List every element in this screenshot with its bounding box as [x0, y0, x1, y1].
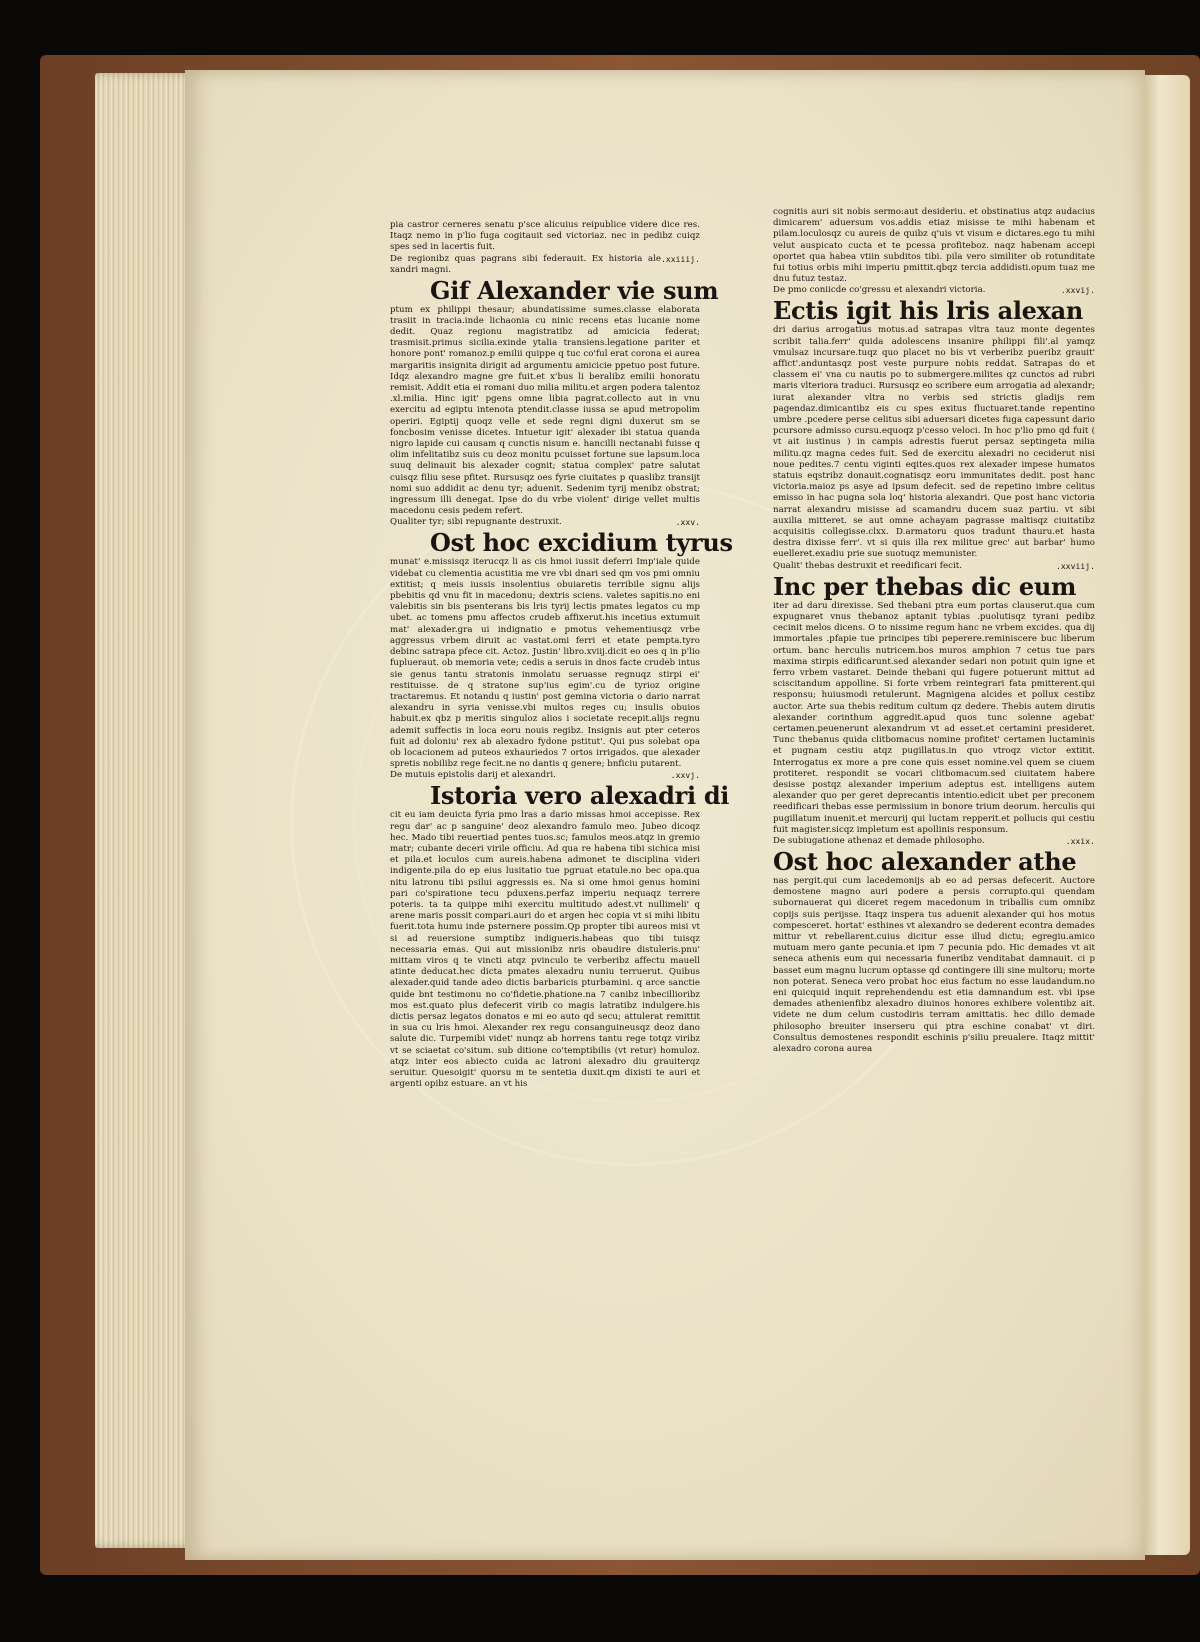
- paragraph: dri darius arrogatius motus.ad satrapas vltra tauz monte degentes scribit talia.ferr' quida adolescens insanire philippi fili'.al yamqz vmulsaz incursare.tuqz quo placet no bis vt verberibz pueribz grauit' affict'.anduntasqz post veste purpure nobis reddat. Satrapas do et classem ei' vna cu nautis po to submergere.milites qz cunctos ad rubri maris vlteriora traduci. Rursusqz eo scribere eum arrogatia ad alexandr; iurat alexander vltra no verbis sed strictis gladijs rem pagendaz.dimicantibz eis cu spes exitus fluctuaret.tande repentino umbre .pcedere perse celitus sibi aduersari dicetes fuga capessunt dario pcursore admisso cursu.equoqz p'cesso veloci. In hoc p'lio pmo qd fuit ( vt ait iustinus ) in campis adrestis fuerut persaz septingeta milia militu.qz magna cedes fuit. Sed de exercitu alexadri no ceciderut nisi noue pedites.7 centu viginti eqites.quos rex alexader impese humatos statuis eqstribz donauit.cognatisqz eoru immunitates dedit. post hanc victoria.maioz ps asye ad ipsum defecit. sed de repetino imbre celitus emisso in hac pugna sola loq' historia alexandri. Que post hanc victoria narrat alexandru misisse ad scamandru ducem suaz partiu. vt sibi auxilia mitteret. se aut omne achayam pagrasse maltisqz ciuitatibz acquisitis collegisse.clxx. D.armatoru quos tradunt thauru.et hasta destra dixisse ferr'. vt si quis illa rex militue grec' aut barbar' humo euelleret.exadiu prie sue suotuqz memunister.: [773, 325, 1095, 560]
- chapter-heading: Ost hoc alexander athe: [773, 846, 1077, 876]
- chapter-rubric: [773, 836, 1095, 847]
- rubric-text: De subiugatione athenaz et demade philosopho.: [773, 835, 985, 846]
- chapter-number: .xxvj.: [670, 771, 700, 781]
- chapter-heading: Ectis igit his lris alexan: [773, 296, 1084, 326]
- chapter-number: .xxvij.: [1060, 286, 1095, 296]
- chapter-number: .xxiiij.: [661, 254, 700, 264]
- left-intro-text: pia castror cerneres senatu p'sce alicuius reipublice videre dice res. Itaqz nemo in p'lio fuga cogitauit sed victoriaz. nec in pedibz cuiqz spes sed in lacertis fuit.: [390, 220, 700, 253]
- chapter-heading: Istoria vero alexadri di: [430, 781, 730, 811]
- chapter-rubric: [390, 254, 700, 276]
- paragraph: cit eu iam deuicta fyria pmo lras a dario missas hmoi accepisse. Rex regu dar' ac p sanguine' deoz alexandro famulo meo. Jubeo dicoqz hec. Mado tibi reuertiad pentes tuos.sc; famulos meos.atqz in gremio matr; cubante deceri virile officiu. Ad qua re habena tibi sichica misi et pila.et loculos cum aureis.habena admonet te disciplina videri indigente.pila do ep eius lusitatio tue pgruat etatule.no bec opa.qua nitu latronu tibi psilui aggressis es. Na si ome hmoi genus homini pari co'spiratione tecu pduxens.perfaz imperiu nequaqz terrere poteris. ta ta quippe mihi exercitu multitudo adest.vt nullimeli' q arene maris possit compari.auri do et argen hec copia vt si mihi libitu fuerit.tota humu inde psternere possim.Qp propter tibi aureos misi vt si ad reuersione sumptibz indigueris.habeas quo tibi tuisqz necessaria emas. Qui aut missionibz nris obaudire distuleris.pnu' mittam viros q te vincti atqz pvinculo te verberibz affectu mauell atinte deducat.hec dicta pmates alexadru nuniu terruerut. Quibus alexader.quid tande adeo dictis barbaricis pturbamini. q arce sanctie quide bnt testimonu no co'fidetie.phatione.na 7 canibz inbecillioribz mos est.quato plus defecerit virib co magis latratibz indulgere.his dictis persaz legatos donatos e mi eo auto qd secu; attulerat remittit in sua cu lris hmoi. Alexander rex regu consanguineusqz deoz dano salute dic. Turpemibi videt' nunqz ab horrens tantu rege totqz viribz vt se sciaetat co'situm. sub ditione co'temptibilis (vt retur) homuloz. atqz inter eos abiecto cuida ac latroni alexadro diu grauiterqz seruitur. Quesoigit' quorsu m te sentetia duxit.qm dixisti te auri et argenti opibz estuare. an vt his: [390, 810, 700, 1090]
- chapter-number: .xxix.: [1065, 836, 1095, 846]
- rubric-text: De regionibz quas pagrans sibi federauit. Ex historia ale xandri magni.: [390, 253, 662, 275]
- facing-page-edge: [1140, 75, 1190, 1555]
- paragraph: iter ad daru direxisse. Sed thebani ptra eum portas clauserut.qua cum expugnaret vnus thebanoz aptanit tybias .puolutisqz tyrani pedibz cecinit melos dicens. O to nissime regum hanc ne vrbem excides. qua dij immortales .pfapie tue principes tibi peperere.reminiscere buc liberum ortum. banc herculis nutricem.bos muros amphion 7 cetus tue pars maxima stirpis edificarunt.sed alexander sedari non potuit quin igne et ferro vrbem vastaret. Deinde thebani qui fugere potuerunt mittut ad sciscitandum appolline. Si forte vrbem reintegrari fata pmitterent.qui responsu; huiusmodi retulerunt. Magnigena alcides et pollux cestibz auctor. Arte sua thebis reditum cultum qz dedere. Thebis autem dirutis alexander corinthum aggredit.apud quos tunc solenne agebat' certamen.peuenerunt alexandrum vt ad esset.et certamini presideret. Tunc thebanus quida clitbomacus nomine profitet' certamen luctaminis et pugnam cestiu atqz pugillatus.in quo vtroqz victor extitit. Interrogatus ex more a pre cone quis esset nomine.vel quem se ciuem protiteret. respondit se vocari clitbomacum.sed ciuitatem habere desisse postqz alexander imperium adeptus est. intelligens autem alexander quo per geret deprecantis intentio.edicit ubet per preconem reedificari thebas esse permissium in bonore trium deorum. herculis qui pugillatum inuenit.et mercurij qui luctam repperit.et pollucis qui cestiu fuit magister.sicqz impletum est apollinis responsum.: [773, 600, 1095, 835]
- rubric-text: Qualit' thebas destruxit et reedificari fecit.: [773, 560, 963, 571]
- rubric-text: Qualiter tyr; sibi repugnante destruxit.: [390, 517, 562, 528]
- chapter-number: .xxv.: [675, 518, 700, 528]
- paragraph: nas pergit.qui cum lacedemonijs ab eo ad persas defecerit. Auctore demostene magno auri podere a persis corrupto.qui quendam subornauerat qui diceret regem macedonum in triballis cum omnibz copijs suis perijsse. Itaqz inspera tus aduenit alexander qui hos motus compesceret. hortat' esthines vt alexandro se dederent econtra demades mittur vt rebellarent.cuius dicitur esse illud dictu; egregiu.amico mutuam mero gante pecunia.et ipm 7 pecunia pdo. Hic demades vt ait seneca athenis eum qui necessaria funeribz venditabat damnauit. ci p basset eum magnu lucrum optasse qd contingere illi sine multoru; morte non poterat. Seneca vero probat hoc eius factum no esse laudandum.no eni quicquid inquit reprehendendu est etia damnandum est. vbi ipse demades athenienfibz alexadro diuinos honores exhibere volentibz ait. videte ne dum celum custodiris terram amittatis. hec dillo demade philosopho breuiter inserseru qui ptra eschine conabat' vt diri. Consultus demostenes respondit eschinis p'siliu preualere. Itaqz mittit' alexadro corona aurea: [773, 875, 1095, 1054]
- right-intro-text: cognitis auri sit nobis sermo:aut desideriu. et obstinatius atqz audacius dimicarem' aduersum vos.addis etiaz misisse te mihi habenam et pilam.loculosqz cu aureis de quibz q'uis vt visum e dictares.ego tu mihi velut auspicato cucta et te pcessa profiteboz. naqz habenam accepi oportet qua habea vtiin subditos tibi. pila vero similiter ob rotunditate fui totius orbis mihi imperiu pmittit.qbqz tercia addidisti.opum tuaz me dnu futuz testaz.: [773, 207, 1095, 285]
- chapter-number: .xxviij.: [1056, 561, 1095, 571]
- paragraph: munat' e.missisqz iterucqz li as cis hmoi iussit deferri Imp'iale quide videbat cu clementia acustitia me vre vbi dnari sed qm vos pmi omniu extitist; q meis iussis insolentius obuiaretis terribile signu alijs pbebitis qd vnu fit in macedonu; dextris sciens. valetes sapitis.no eni valebitis sin bis psenterans bis lris tyrij lectis pmates legatos cu mp ubet. ac tomens pmu affectos crudeb affixerut.his incetius extumuit mat' alexader.gra ui indignatio e pmotus vehementiusqz vrbe aggressus vrbem diruit ac vastat.omi ferri et etate pempta.tyro debinc satrapa pfece cit. Actoz. Justin' libro.xviij.dicit eo oes q in p'lio fuplueraut. ob memoria vete; cedis a seruis in dnos facte crudeb intus sie genus tantu stratonis inmolatu seruasse regnuqz stirpi ei' restituisse. de q stratone sup'ius egim'.cu de tyrioz origine tractaremus. Et notandu q iustin' post gemina victoria o dario narrat alexandru in syria venisse.vbi multos reges cu; insulis obuios habuit.ex qbz p meritis singuloz alios i societate recepit.alijs regnu ademit suffectis in loca eoru nouis regibz. Insignis aut pter ceteros fuit ad doloniu' rex ab alexadro fydone pstitut'. Qui pus solebat opa ob locacionem ad puteos exhauriedos 7 ortos irrigados. que alexader spretis nobilibz rege fecit.ne no dantis q genere; bnficiu putarent.: [390, 557, 700, 770]
- chapter-heading: Inc per thebas dic eum: [773, 571, 1077, 601]
- paragraph: ptum ex philippi thesaur; abundatissime sumes.classe elaborata trasiit in tracia.inde lichaonia cu ninic recens etas lucanie nome dedit. Quaz regionu magistratibz ad amicicia federat; trasmisit.primus sicilia.exinde ytalia transiens.legatione pariter et honore pont' romanoz.p emilii quippe q tuc co'ful erat corona ei aurea margaritis insignita dirigit ad argumentu amicicie ppetuo post future. Idqz alexandro magne gre fuit.et x'bus li beralibz emilii honoratu remisit. Addit etia ei romani duo milia militu.et argen podera talentoz .xl.milia. Hinc igit' pgens omne libia pagrat.collecto aut in vnu exercitu ad egiptu intenota ptendit.classe iussa se apud metropolim operiri. Egiptij quoqz velle et sede regni digni duxerut sm se foncbosim venisse dicetes. Intuetur igit' alexader ibi statua quanda nigro lapide cui causam q cunctis nisum e. hancilli nectanabi fuisse q olim infelitatibz suis cu deoz monitu pcuisset fortune sue lapsum.loca suuq delinauit bis alexader cognit; statua complex' patre salutat cuisqz filiu sese pfitet. Rursusqz oes fyrie ciuitates p quaslibz transijt nomi suo addidit ac denu tyr; aduenit. Sedenim tyrij menibz obstrat; ingressum illi denegat. Ipse do du vrbe violent' dirige vellet multis macedonu cesis pedem refert.: [390, 304, 700, 517]
- left-text-column: [390, 220, 733, 1090]
- chapter-rubric: [773, 285, 1095, 296]
- chapter-rubric: [390, 517, 700, 528]
- chapter-heading: Gif Alexander vie sum: [430, 275, 719, 305]
- right-text-column: [773, 207, 1095, 1055]
- rubric-text: De mutuis epistolis darij et alexandri.: [390, 770, 556, 781]
- rubric-text: De pmo coniicde co'gressu et alexandri victoria.: [773, 285, 986, 296]
- chapter-rubric: [773, 561, 1095, 572]
- chapter-heading: Ost hoc excidium tyrus: [430, 528, 733, 558]
- chapter-rubric: [390, 770, 700, 781]
